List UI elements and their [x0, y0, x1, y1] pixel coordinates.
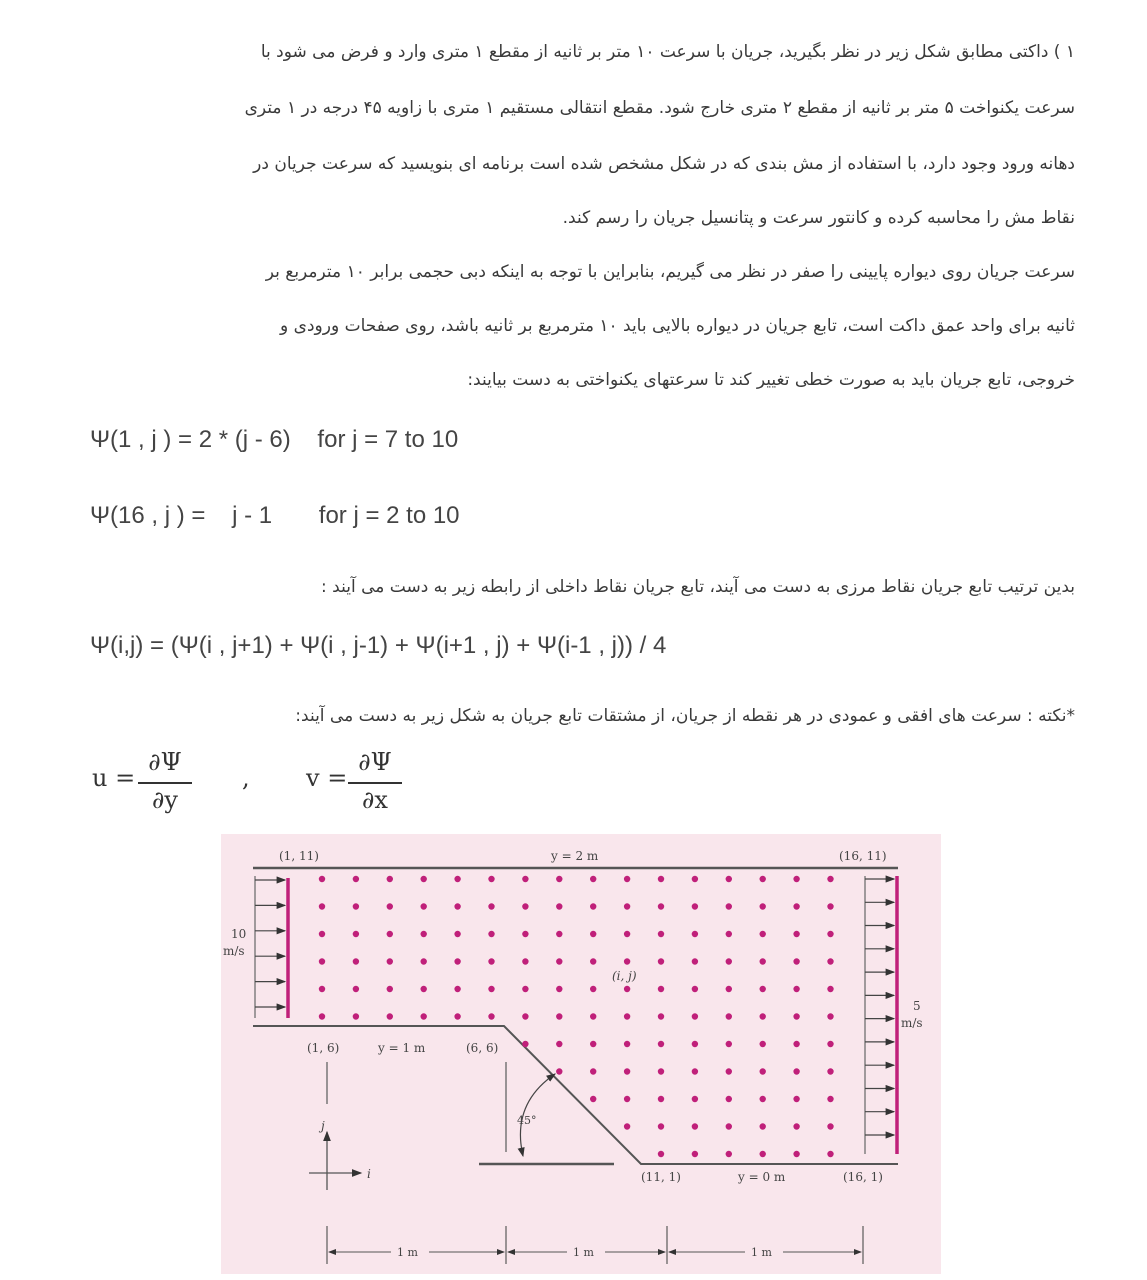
- mesh-point: [827, 1041, 833, 1047]
- mesh-point: [760, 958, 766, 964]
- mesh-point: [421, 986, 427, 992]
- mesh-point: [488, 958, 494, 964]
- mesh-point: [760, 931, 766, 937]
- mesh-point: [726, 1123, 732, 1129]
- mesh-point: [590, 931, 596, 937]
- mesh-point: [319, 958, 325, 964]
- mesh-point: [658, 1041, 664, 1047]
- mesh-point: [793, 903, 799, 909]
- mesh-point: [658, 958, 664, 964]
- mesh-point: [522, 931, 528, 937]
- mesh-point: [624, 1123, 630, 1129]
- mesh-point: [658, 1096, 664, 1102]
- mesh-point: [624, 1096, 630, 1102]
- mesh-point: [421, 958, 427, 964]
- mesh-point: [793, 1068, 799, 1074]
- mesh-point: [421, 1013, 427, 1019]
- mesh-point: [454, 958, 460, 964]
- label-dim-1: 1 m: [397, 1246, 418, 1259]
- mesh-point: [488, 903, 494, 909]
- mesh-point: [760, 1123, 766, 1129]
- mesh-point: [726, 1041, 732, 1047]
- mesh-point: [827, 903, 833, 909]
- mesh-point: [387, 903, 393, 909]
- mesh-point: [488, 1013, 494, 1019]
- mesh-point: [793, 986, 799, 992]
- mesh-point: [556, 1013, 562, 1019]
- mesh-point: [488, 931, 494, 937]
- label-inlet-unit: m/s: [223, 944, 245, 958]
- outlet-equation: Ψ(16 , j ) = j - 1 for j = 2 to 10: [90, 502, 460, 529]
- mesh-point: [827, 876, 833, 882]
- problem-line-4: نقاط مش را محاسبه کرده و کانتور سرعت و پتانسیل جریان را رسم کند.: [562, 208, 1075, 228]
- mesh-point: [827, 1123, 833, 1129]
- mesh-point: [692, 903, 698, 909]
- mesh-point: [692, 958, 698, 964]
- problem-line-1: ۱ ) داکتی مطابق شکل زیر در نظر بگیرید، جریان با سرعت ۱۰ متر بر ثانیه از مقطع ۱ متری وارد و فرض می شود با: [260, 42, 1075, 62]
- v-denominator: ∂x: [362, 786, 388, 814]
- mesh-point: [353, 986, 359, 992]
- label-angle: 45°: [517, 1114, 537, 1127]
- mesh-point: [793, 1041, 799, 1047]
- mesh-point: [454, 931, 460, 937]
- mesh-point: [590, 1041, 596, 1047]
- mesh-point: [760, 903, 766, 909]
- mesh-point: [590, 1013, 596, 1019]
- mesh-point: [590, 958, 596, 964]
- mesh-point: [827, 1013, 833, 1019]
- mesh-point: [624, 986, 630, 992]
- mesh-point: [590, 1068, 596, 1074]
- mesh-point: [827, 1151, 833, 1157]
- mesh-point: [624, 876, 630, 882]
- u-fraction-bar: [138, 782, 192, 784]
- mesh-point: [454, 903, 460, 909]
- mesh-point: [658, 931, 664, 937]
- mesh-point: [726, 903, 732, 909]
- label-dim-3: 1 m: [751, 1246, 772, 1259]
- mesh-point: [760, 1151, 766, 1157]
- label-top-wall: y = 2 m: [551, 849, 599, 863]
- mesh-point: [692, 1096, 698, 1102]
- mesh-point: [387, 1013, 393, 1019]
- mesh-point: [624, 1068, 630, 1074]
- mesh-point: [624, 931, 630, 937]
- mesh-point: [726, 1013, 732, 1019]
- inlet-equation: Ψ(1 , j ) = 2 * (j - 6) for j = 7 to 10: [90, 426, 459, 453]
- mesh-point: [421, 903, 427, 909]
- mesh-point: [353, 903, 359, 909]
- v-numerator: ∂Ψ: [358, 748, 392, 776]
- mesh-point: [353, 931, 359, 937]
- mesh-point: [692, 876, 698, 882]
- mesh-point: [522, 986, 528, 992]
- mesh-point: [793, 1123, 799, 1129]
- mesh-point: [793, 958, 799, 964]
- mesh-point: [454, 1013, 460, 1019]
- label-bottom-right: (16, 1): [843, 1170, 883, 1184]
- mesh-point: [590, 986, 596, 992]
- label-top-right: (16, 11): [839, 849, 887, 863]
- mesh-point: [726, 1068, 732, 1074]
- mesh-point: [387, 986, 393, 992]
- mesh-point: [556, 931, 562, 937]
- interior-equation: Ψ(i,j) = (Ψ(i , j+1) + Ψ(i , j-1) + Ψ(i+1 , j) + Ψ(i-1 , j)) / 4: [90, 632, 667, 659]
- mesh-point: [590, 1096, 596, 1102]
- velocity-note: *نکته : سرعت های افقی و عمودی در هر نقطه از جریان، از مشتقات تابع جریان به شکل زیر به دست می آیند:: [295, 706, 1075, 726]
- problem-line-2: سرعت یکنواخت ۵ متر بر ثانیه از مقطع ۲ متری خارج شود. مقطع انتقالی مستقیم ۱ متری با زاویه ۴۵ درجه در ۱ متری: [244, 98, 1075, 118]
- label-bottom-left: (11, 1): [641, 1170, 681, 1184]
- mesh-point: [556, 958, 562, 964]
- mesh-point: [319, 1013, 325, 1019]
- mesh-point: [624, 903, 630, 909]
- problem-line-3: دهانه ورود وجود دارد، با استفاده از مش بندی که در شکل مشخص شده است برنامه ای بنویسید که سرعت جریان در: [253, 154, 1075, 174]
- mesh-point: [793, 1013, 799, 1019]
- mesh-point: [726, 1096, 732, 1102]
- label-outlet-speed: 5: [913, 999, 921, 1013]
- mesh-point: [658, 903, 664, 909]
- mesh-point: [319, 903, 325, 909]
- mesh-point: [827, 1068, 833, 1074]
- mesh-point: [522, 1013, 528, 1019]
- mesh-point: [590, 903, 596, 909]
- mesh-point: [692, 1123, 698, 1129]
- interior-intro: بدین ترتیب تابع جریان نقاط مرزی به دست می آیند، تابع جریان نقاط داخلی از رابطه زیر به دست می آیند :: [321, 577, 1075, 597]
- boundary-line-3: خروجی، تابع جریان باید به صورت خطی تغییر کند تا سرعتهای یکنواختی به دست بیایند:: [467, 370, 1075, 390]
- mesh-point: [760, 1041, 766, 1047]
- mesh-point: [726, 1151, 732, 1157]
- mesh-point: [827, 931, 833, 937]
- mesh-point: [387, 958, 393, 964]
- mesh-point: [692, 1068, 698, 1074]
- mesh-point: [556, 1068, 562, 1074]
- mesh-point: [793, 1151, 799, 1157]
- mesh-point: [760, 1068, 766, 1074]
- mesh-point: [760, 986, 766, 992]
- mesh-point: [454, 876, 460, 882]
- mesh-point: [556, 903, 562, 909]
- mesh-point: [387, 876, 393, 882]
- label-axis-j: j: [321, 1119, 325, 1133]
- mesh-point: [760, 876, 766, 882]
- u-numerator: ∂Ψ: [148, 748, 182, 776]
- mesh-point: [760, 1013, 766, 1019]
- mesh-point: [522, 876, 528, 882]
- label-bottom-wall: y = 0 m: [738, 1170, 786, 1184]
- mesh-point: [726, 876, 732, 882]
- mesh-point: [760, 1096, 766, 1102]
- mesh-point: [353, 958, 359, 964]
- mesh-point: [522, 958, 528, 964]
- mesh-point: [454, 986, 460, 992]
- label-top-left: (1, 11): [279, 849, 319, 863]
- mesh-point: [319, 876, 325, 882]
- label-interior-point: (i, j): [612, 969, 637, 983]
- label-step-corner: (6, 6): [466, 1041, 499, 1055]
- mesh-point: [522, 1041, 528, 1047]
- mesh-point: [726, 986, 732, 992]
- v-fraction-bar: [348, 782, 402, 784]
- mesh-point: [793, 931, 799, 937]
- mesh-point: [658, 1013, 664, 1019]
- mesh-point: [624, 1041, 630, 1047]
- mesh-point: [692, 931, 698, 937]
- mesh-point: [827, 1096, 833, 1102]
- mesh-point: [319, 931, 325, 937]
- mesh-point: [556, 1041, 562, 1047]
- mesh-point: [387, 931, 393, 937]
- label-inlet-speed: 10: [231, 927, 247, 941]
- mesh-point: [556, 876, 562, 882]
- mesh-point: [658, 876, 664, 882]
- mesh-point: [827, 986, 833, 992]
- mesh-point: [319, 986, 325, 992]
- mesh-point: [658, 986, 664, 992]
- label-dim-2: 1 m: [573, 1246, 594, 1259]
- v-lhs: v =: [306, 764, 348, 792]
- formula-separator: ,: [242, 764, 250, 792]
- mesh-point: [793, 1096, 799, 1102]
- mesh-point: [624, 958, 630, 964]
- mesh-point: [421, 931, 427, 937]
- mesh-point: [488, 986, 494, 992]
- mesh-point: [692, 986, 698, 992]
- label-step-left: (1, 6): [307, 1041, 340, 1055]
- mesh-point: [827, 958, 833, 964]
- u-lhs: u =: [92, 764, 136, 792]
- u-denominator: ∂y: [152, 786, 178, 814]
- label-axis-i: i: [367, 1167, 371, 1181]
- mesh-point: [421, 876, 427, 882]
- mesh-point: [793, 876, 799, 882]
- mesh-point: [624, 1013, 630, 1019]
- mesh-point: [522, 903, 528, 909]
- mesh-point: [556, 986, 562, 992]
- mesh-point: [726, 958, 732, 964]
- boundary-line-1: سرعت جریان روی دیواره پایینی را صفر در نظر می گیریم، بنابراین با توجه به اینکه دبی حجمی برابر ۱۰ مترمربع بر: [265, 262, 1075, 282]
- mesh-point: [353, 876, 359, 882]
- duct-mesh-diagram: [221, 834, 941, 1274]
- label-step-wall: y = 1 m: [378, 1041, 426, 1055]
- mesh-point: [692, 1151, 698, 1157]
- label-outlet-unit: m/s: [901, 1016, 923, 1030]
- mesh-point: [692, 1013, 698, 1019]
- boundary-line-2: ثانیه برای واحد عمق داکت است، تابع جریان در دیواره بالایی باید ۱۰ مترمربع بر ثانیه باشد، روی صفحات ورودی و: [280, 316, 1075, 336]
- mesh-point: [658, 1151, 664, 1157]
- mesh-point: [692, 1041, 698, 1047]
- mesh-point: [488, 876, 494, 882]
- mesh-point: [353, 1013, 359, 1019]
- mesh-point: [658, 1068, 664, 1074]
- mesh-point: [726, 931, 732, 937]
- mesh-point: [658, 1123, 664, 1129]
- mesh-point: [590, 876, 596, 882]
